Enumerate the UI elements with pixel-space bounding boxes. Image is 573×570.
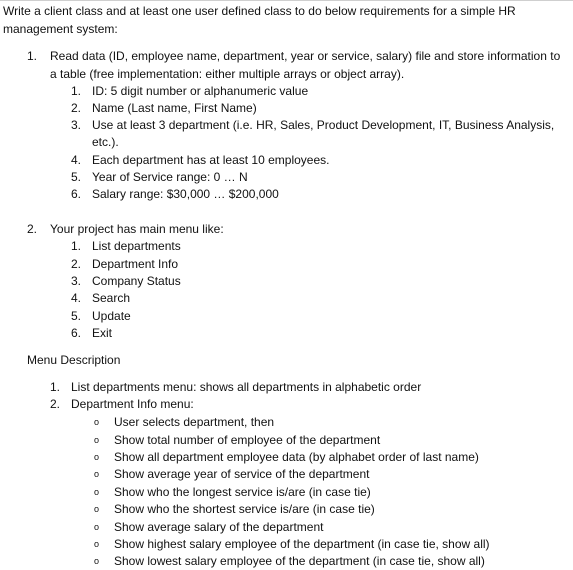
bullet-circle-icon: o <box>94 452 100 462</box>
bullet-text: Show who the longest service is/are (in case tie) <box>114 485 371 499</box>
top-border <box>0 0 573 1</box>
menu-item-update: Update <box>92 309 131 323</box>
req2-number: 2. <box>27 222 38 236</box>
req1-line-1: Read data (ID, employee name, department, year or service, salary) file and store information to <box>50 49 561 63</box>
desc-item-text: Department Info menu: <box>71 397 194 411</box>
intro-line-2: management system: <box>3 22 118 36</box>
bullet-circle-icon: o <box>94 539 100 549</box>
req1-item-text: Salary range: $30,000 … $200,000 <box>92 187 279 201</box>
req1-item-number: 4. <box>71 153 82 167</box>
menu-item-number: 3. <box>71 274 82 288</box>
req1-item-text: etc.). <box>92 135 119 149</box>
req1-item-number: 6. <box>71 187 82 201</box>
req1-item-text: Name (Last name, First Name) <box>92 101 257 115</box>
bullet-text: Show average salary of the department <box>114 520 324 534</box>
menu-item-department-info: Department Info <box>92 257 179 271</box>
bullet-text: Show highest salary employee of the department (in case tie, show all) <box>114 537 490 551</box>
menu-item-number: 5. <box>71 309 82 323</box>
menu-item-number: 6. <box>71 326 82 340</box>
req1-item-text: Use at least 3 department (i.e. HR, Sales, Product Development, IT, Business Analysis, <box>92 118 555 132</box>
menu-item-number: 1. <box>71 239 82 253</box>
bullet-circle-icon: o <box>94 435 100 445</box>
desc-item-number: 1. <box>50 380 61 394</box>
req1-item-text: ID: 5 digit number or alphanumeric value <box>92 84 309 98</box>
menu-item-search: Search <box>92 291 131 305</box>
req1-item-number: 2. <box>71 101 82 115</box>
req1-item-number: 1. <box>71 84 82 98</box>
bullet-circle-icon: o <box>94 522 100 532</box>
req1-item-text: Each department has at least 10 employees. <box>92 153 330 167</box>
req1-line-2: a table (free implementation: either multiple arrays or object array). <box>50 67 405 81</box>
menu-description-heading: Menu Description <box>27 353 121 367</box>
req1-number: 1. <box>27 49 38 63</box>
bullet-text: User selects department, then <box>114 415 275 429</box>
bullet-text: Show lowest salary employee of the department (in case tie, show all) <box>114 554 485 568</box>
intro-line-1: Write a client class and at least one user defined class to do below requirements for a simple HR <box>3 4 516 18</box>
bullet-text: Show average year of service of the department <box>114 467 370 481</box>
menu-item-number: 4. <box>71 291 82 305</box>
req1-item-text: Year of Service range: 0 … N <box>92 170 248 184</box>
bullet-text: Show total number of employee of the department <box>114 433 381 447</box>
bullet-text: Show all department employee data (by alphabet order of last name) <box>114 450 479 464</box>
bullet-circle-icon: o <box>94 469 100 479</box>
menu-item-list-departments: List departments <box>92 239 181 253</box>
desc-item-number: 2. <box>50 397 61 411</box>
bullet-circle-icon: o <box>94 417 100 427</box>
req1-item-number: 5. <box>71 170 82 184</box>
bullet-circle-icon: o <box>94 504 100 514</box>
desc-item-text: List departments menu: shows all departments in alphabetic order <box>71 380 422 394</box>
bullet-circle-icon: o <box>94 556 100 566</box>
req1-item-number: 3. <box>71 118 82 132</box>
menu-item-exit: Exit <box>92 326 113 340</box>
menu-item-number: 2. <box>71 257 82 271</box>
menu-item-company-status: Company Status <box>92 274 181 288</box>
bullet-text: Show who the shortest service is/are (in case tie) <box>114 502 375 516</box>
bullet-circle-icon: o <box>94 487 100 497</box>
req2-line-1: Your project has main menu like: <box>50 222 224 236</box>
